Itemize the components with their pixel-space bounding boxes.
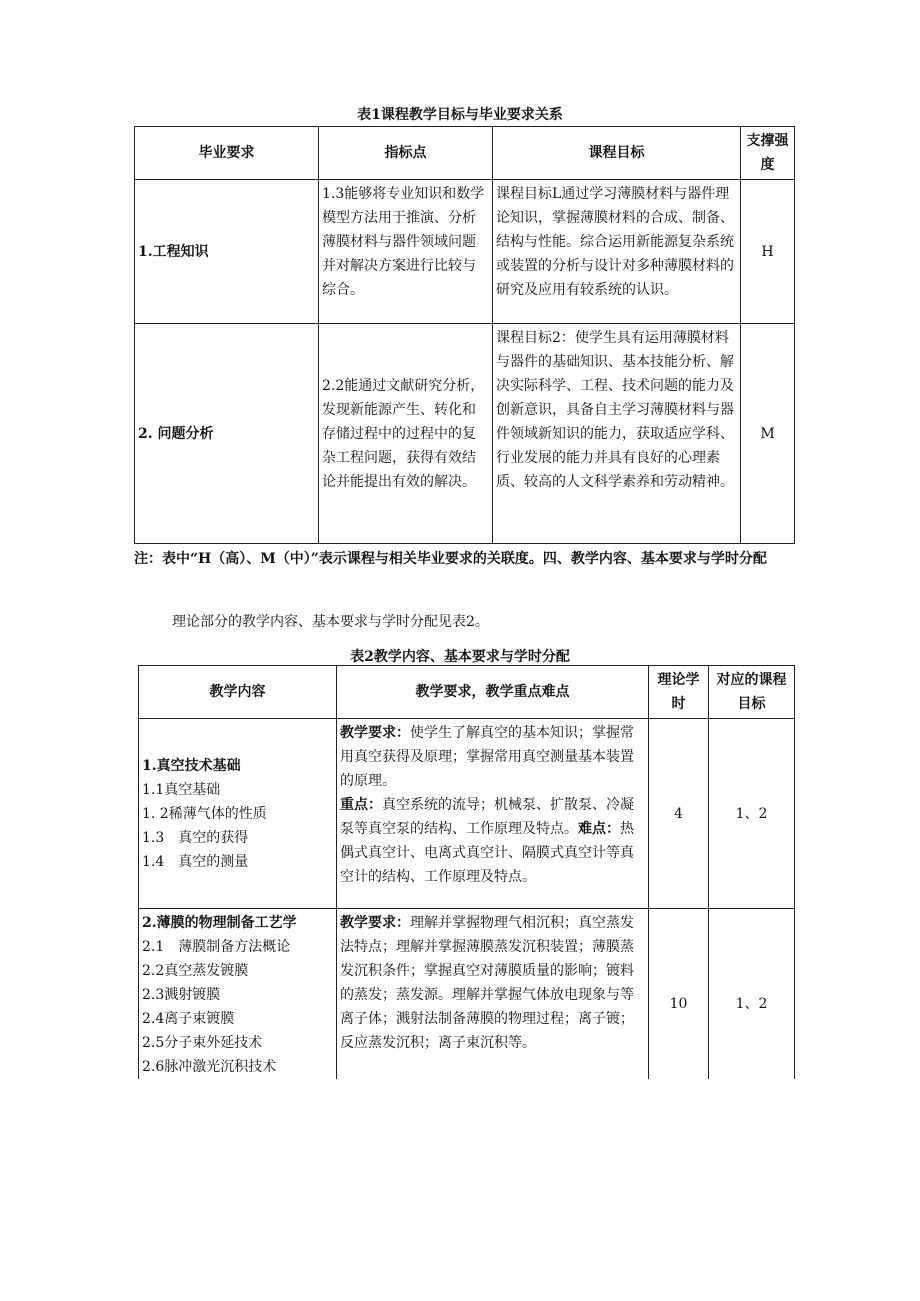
intro-paragraph: 理论部分的教学内容、基本要求与学时分配见表2。 [172, 614, 489, 630]
list-item: 2.3溅射镀膜 [142, 987, 221, 1003]
table2-requirements [337, 909, 649, 1080]
table-row [135, 324, 795, 544]
table1-requirement: 1.工程知识 [135, 180, 319, 324]
table-row [139, 909, 795, 1080]
list-item: 1.4 真空的测量 [142, 853, 249, 870]
req-label: 教学要求： [340, 915, 410, 931]
table1-header-strength: 支撑强度 [741, 127, 795, 180]
table2-goals: 1、2 [709, 909, 795, 1080]
table1-strength: M [741, 324, 795, 544]
diff-label: 难点： [578, 821, 620, 837]
req-label: 教学要求： [340, 725, 410, 741]
table2-caption: 表2教学内容、基本要求与学时分配 [350, 649, 570, 665]
table-row [139, 719, 795, 909]
table1-caption: 表1课程教学目标与毕业要求关系 [357, 107, 563, 123]
chapter-title: 2.薄膜的物理制备工艺学 [142, 915, 297, 931]
diff-text: 热偶式真空计、电离式真空计、隔膜式真空计等真空计的结构、工作原理及特点。 [340, 821, 634, 885]
table2-header-hours: 理论学时 [649, 666, 709, 719]
table2-header-content: 教学内容 [139, 666, 337, 719]
table1-header-requirement: 毕业要求 [135, 127, 319, 180]
list-item: 2.4离子束镀膜 [142, 1011, 235, 1027]
table1-note: 注：表中“H（高）、M（中）”表示课程与相关毕业要求的关联度。四、教学内容、基本要求与学时分配 [134, 551, 767, 567]
list-item: 2.5分子束外延技术 [142, 1035, 263, 1051]
table1-objective: 课程目标L通过学习薄膜材料与器件理论知识，掌握薄膜材料的合成、制备、结构与性能。综合运用新能源复杂系统或装置的分析与设计对多种薄膜材料的研究及应用有较系统的认识。 [493, 180, 741, 324]
table2-header-goals: 对应的课程目标 [709, 666, 795, 719]
table2-hours: 10 [649, 909, 709, 1080]
list-item: 2.6脉冲激光沉积技术 [142, 1059, 277, 1075]
chapter-title: 1.真空技术基础 [142, 757, 241, 774]
table1-indicator: 2.2能通过文献研究分析，发现新能源产生、转化和存储过程中的过程中的复杂工程问题，获得有效结论并能提出有效的解决。 [319, 324, 493, 544]
req-text: 理解并掌握物理气相沉积；真空蒸发法特点；理解并掌握薄膜蒸发沉积装置；薄膜蒸发沉积条件；掌握真空对薄膜质量的影响；镀料的蒸发；蒸发源。理解并掌握气体放电现象与等离子体；溅射法制备薄膜的物理过程；离子镀；反应蒸发沉积；离子束沉积等。 [340, 915, 634, 1051]
table2-requirements [337, 719, 649, 909]
table1-requirement: 2. 问题分析 [135, 324, 319, 544]
list-item: 1.1真空基础 [142, 781, 221, 798]
table-row [135, 180, 795, 324]
table2-content [139, 719, 337, 909]
table1-strength: H [741, 180, 795, 324]
list-item: 2.2真空蒸发镀膜 [142, 963, 249, 979]
table1 [134, 126, 795, 544]
table2-hours: 4 [649, 719, 709, 909]
table2-goals: 1、2 [709, 719, 795, 909]
table1-header-indicator: 指标点 [319, 127, 493, 180]
key-label: 重点： [340, 797, 382, 813]
table2-header-requirements: 教学要求，教学重点难点 [337, 666, 649, 719]
table2-content [139, 909, 337, 1080]
table1-indicator: 1.3能够将专业知识和数学模型方法用于推演、分析薄膜材料与器件领域问题并对解决方案进行比较与综合。 [319, 180, 493, 324]
req-text: 使学生了解真空的基本知识；掌握常用真空获得及原理；掌握常用真空测量基本装置的原理。 [340, 725, 634, 789]
table1-objective: 课程目标2：使学生具有运用薄膜材料与器件的基础知识、基本技能分析、解决实际科学、工程、技术问题的能力及创新意识，具备自主学习薄膜材料与器件领域新知识的能力，获取适应学科、行业发展的能力并具有良好的心理素质、较高的人文科学素养和劳动精神。 [493, 324, 741, 544]
key-text: 真空系统的流导；机械泵、扩散泵、冷凝泵等真空泵的结构、工作原理及特点。 [340, 797, 634, 837]
table1-header-objective: 课程目标 [493, 127, 741, 180]
list-item: 1.3 真空的获得 [142, 829, 249, 846]
list-item: 1. 2稀薄气体的性质 [142, 805, 267, 822]
list-item: 2.1 薄膜制备方法概论 [142, 939, 291, 955]
table2 [138, 665, 795, 1079]
